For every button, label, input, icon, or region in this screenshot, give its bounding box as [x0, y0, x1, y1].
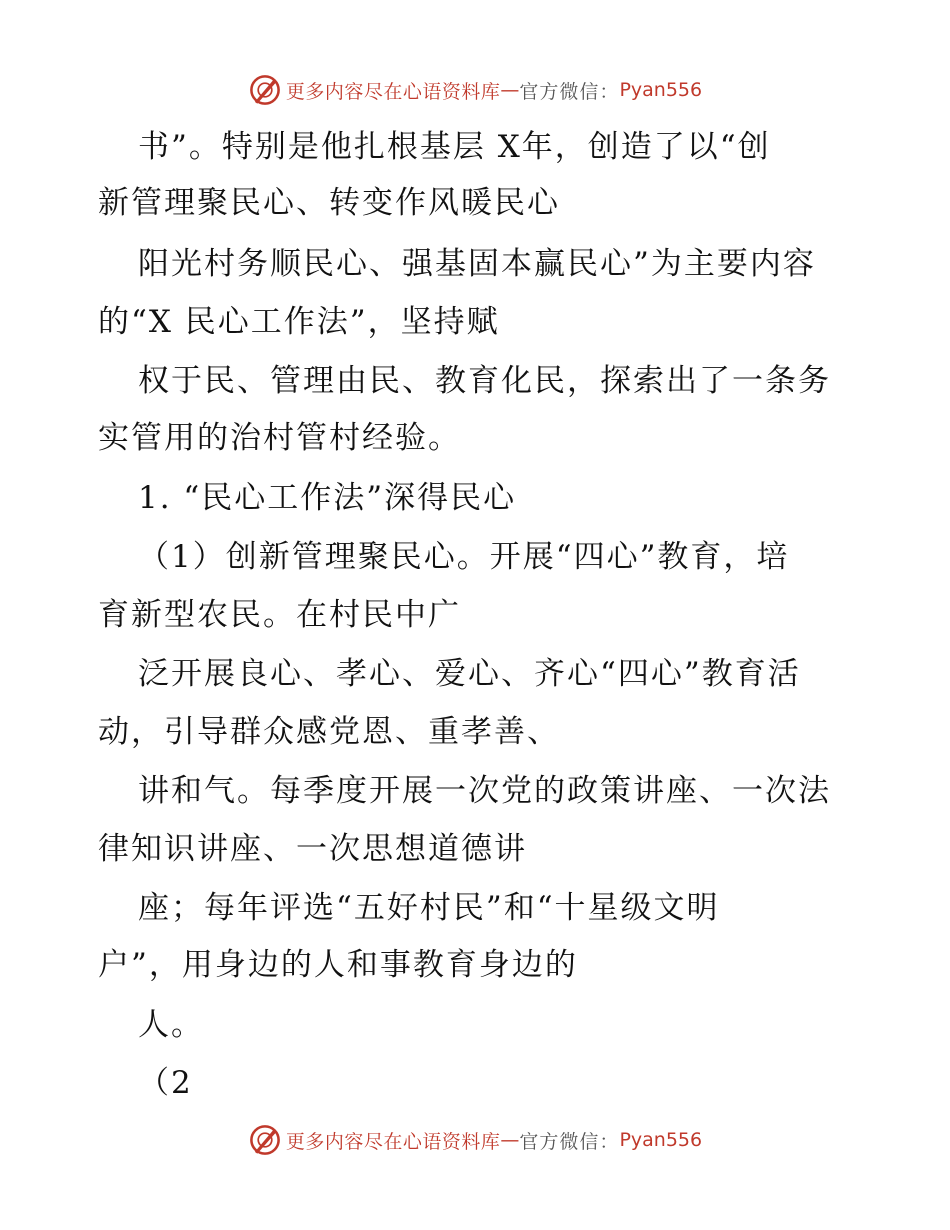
text-line: 阳光村务顺民心、强基固本赢民心”为主要内容 [138, 246, 816, 282]
brand-logo-icon [248, 1123, 282, 1157]
banner-separator: — [500, 1129, 520, 1151]
text-line: 律知识讲座、一次思想道德讲 [98, 831, 527, 867]
text-line: 新管理聚民心、转变作风暖民心 [98, 185, 560, 221]
banner-wechat-id: Pyan556 [619, 1129, 703, 1151]
text-line: 实管用的治村管村经验。 [98, 420, 461, 456]
text-line: 泛开展良心、孝心、爱心、齐心“四心”教育活 [138, 656, 801, 692]
text-line: 座；每年评选“五好村民”和“十星级文明 [138, 890, 720, 926]
text-line: 书”。特别是他扎根基层 X年，创造了以“创 [138, 129, 771, 165]
banner-wechat-id: Pyan556 [619, 79, 703, 101]
banner-text: 更多内容尽在心语资料库 [285, 1130, 501, 1153]
text-line: 权于民、管理由民、教育化民，探索出了一条务 [138, 363, 831, 399]
text-line: 1. “民心工作法”深得民心 [138, 480, 517, 516]
brand-logo-icon [248, 73, 282, 107]
header-banner [0, 70, 950, 110]
footer-banner [0, 1120, 950, 1160]
banner-wechat-label: 官方微信： [519, 1130, 620, 1153]
text-line: （1）创新管理聚民心。开展“四心”教育，培 [138, 539, 790, 575]
banner-separator: — [500, 79, 520, 101]
banner-wechat-label: 官方微信： [519, 80, 620, 103]
text-line: （2 [138, 1065, 193, 1101]
banner-text: 更多内容尽在心语资料库 [285, 80, 501, 103]
text-line: 育新型农民。在村民中广 [98, 597, 461, 633]
text-line: 讲和气。每季度开展一次党的政策讲座、一次法 [138, 773, 831, 809]
text-line: 户”，用身边的人和事教育身边的 [98, 947, 578, 983]
text-line: 的“X 民心工作法”，坚持赋 [98, 304, 500, 340]
text-line: 动，引导群众感党恩、重孝善、 [98, 714, 560, 750]
text-line: 人。 [138, 1007, 204, 1043]
